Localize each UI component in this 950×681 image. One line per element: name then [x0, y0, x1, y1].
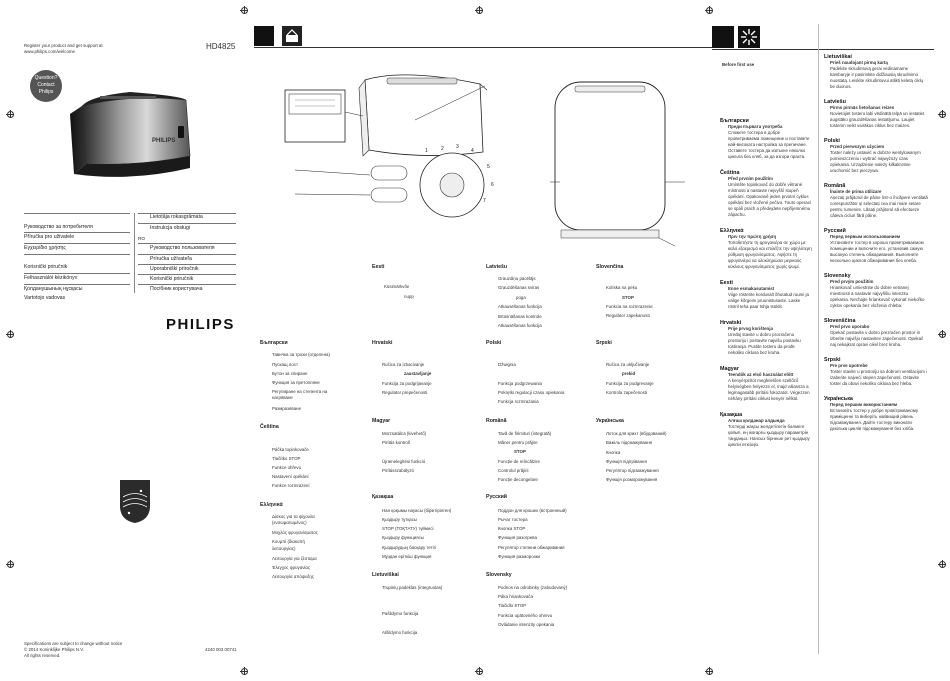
diagram-label: 2: [441, 146, 444, 152]
first-use-text: Uređaj stavite u dobro prozračenu prostoriju i postavite najvišu postavku tostiranja. Pustite tosteru da prođe nekoliko ciklusa bez kruha.: [728, 332, 801, 355]
part-name: Функция разморозки: [498, 554, 540, 559]
first-use-text: Novietojiet tosteru labi vēdinātā telpā un iestatiet augstāko grauzdēšanas iestatījumu. Ļaujiet tosterim veikt vairākus ciklus bez maizes.: [830, 111, 925, 128]
document-code: 4240 003 00741: [205, 647, 237, 652]
manual-language: Vartotojo vadovas: [24, 295, 66, 301]
first-use-heading: Pred prvým použitím: [830, 279, 874, 284]
part-name: Функція розморожування: [606, 477, 658, 482]
part-name: Ovládanie intenzity opekania: [498, 622, 555, 627]
registration-mark: [6, 110, 14, 118]
part-name: STOP: [622, 295, 634, 300]
part-name: Пускащ лост: [272, 362, 299, 367]
part-name: Рычаг тостера: [498, 517, 528, 522]
parts-language: Русский: [486, 494, 507, 500]
badge-line: Contact: [37, 82, 55, 88]
parts-language: Қазақша: [372, 494, 394, 500]
first-use-heading: Před prvním použitím: [728, 176, 773, 181]
parts-language: Български: [260, 340, 288, 346]
part-name: Тавичка за трохи (отделена): [272, 352, 330, 357]
part-name: nupp: [404, 294, 414, 299]
parts-language: Slovensky: [486, 572, 512, 578]
part-name: Важіль підсмажування: [606, 440, 653, 445]
first-use-heading: Πριν την πρώτη χρήση: [728, 234, 777, 239]
parts-language: Slovenčina: [596, 264, 624, 270]
first-use-heading: Перед першим використанням: [830, 402, 898, 407]
part-name: poga: [516, 295, 526, 300]
part-name: Dźwignia: [498, 362, 516, 367]
diagram-label: 3: [456, 144, 459, 150]
first-use-heading: Enne esmakasutamist: [728, 286, 775, 291]
language-heading: Polski: [824, 138, 840, 144]
registration-mark: [240, 6, 248, 14]
part-name: Tlačidlo STOP: [498, 603, 527, 608]
before-first-use-title: Before first use: [722, 62, 755, 67]
first-use-text: Τοποθετήστε τη φρυγανιέρα σε χώρο με καλό εξαερισμό και επιλέξτε την υψηλότερη ρύθμιση φρυγανίσματος. Αφήστε τη φρυγανιέρα να ολοκληρώσει μερικούς κύκλους φρυγανίσματος χωρίς ψωμί.: [728, 240, 812, 269]
language-heading: Latviešu: [824, 99, 846, 105]
manual-language: Посібник користувача: [150, 286, 203, 292]
part-name: Funkcja podgrzewania: [498, 381, 542, 386]
part-name: Ručica za izbacivanje: [382, 362, 425, 367]
manual-language: Příručka pro uživatele: [24, 234, 75, 240]
contact-badge: [30, 70, 62, 102]
section-marker: [712, 26, 734, 48]
part-name: Бутон за спиране: [272, 371, 308, 376]
part-name: Кнопка: [606, 450, 621, 455]
part-name: prekid: [622, 371, 636, 376]
part-name: Funcție de reîncălzire: [498, 459, 540, 464]
part-name: Funkce rozmrazení: [272, 483, 310, 488]
first-use-heading: Înainte de prima utilizare: [830, 189, 882, 194]
part-name: Функція підігрівання: [606, 459, 647, 464]
parts-language: Polski: [486, 340, 502, 346]
first-use-text: Umístěte topinkovač do dobře větrané místnosti a nastavte nejvyšší stupeň opékání. Opakovaně jeden prvotní cyklus opékání bez vložené pečivo. Touto operací se spálí prach a předejdete nepříjemnému zápachu.: [728, 182, 812, 217]
part-name: Regulátor zapekanosti: [606, 313, 650, 318]
part-name: STOP: [514, 449, 526, 454]
spec-line: All rights reserved.: [24, 653, 61, 658]
part-name: Қыздыру тұтқасы: [382, 517, 418, 522]
svg-text:PHILIPS: PHILIPS: [152, 138, 176, 144]
part-name: Funkce ohřevu: [272, 465, 302, 470]
register-line-2: www.philips.com/welcome: [24, 49, 75, 54]
registration-mark: [6, 560, 14, 568]
manual-language: Руководство за потребителя: [24, 224, 93, 230]
part-name: Функция разогрева: [498, 535, 537, 540]
part-name: Tlačítko STOP: [272, 456, 301, 461]
first-use-text: Viige rösterite korduvalt õhutatud ruumi ja valige kõrgeim pruunistusaste. Laske röstril teha paar tühja tsüklit.: [728, 292, 809, 309]
part-name: Pirításszabályzó: [382, 468, 414, 473]
parts-language: Hrvatski: [372, 340, 393, 346]
part-name: Tavă de firimituri (integrată): [498, 431, 552, 436]
part-name: Κουμπί (διακοπή: [272, 539, 305, 544]
part-name: Мұздан еріткіш функция: [382, 554, 432, 559]
registration-mark: [938, 330, 946, 338]
manual-language: Εγχειρίδιο χρήσης: [24, 245, 66, 251]
part-name: Podnos na odrobinky (zabudovaný): [498, 585, 568, 590]
product-diagram: [255, 60, 715, 265]
part-name: Regulator prepečenosti: [382, 390, 428, 395]
manual-language: Korisnički priručnik: [24, 264, 68, 270]
diagram-label: 6: [491, 182, 494, 188]
first-use-heading: Prije prvog korištenja: [728, 326, 773, 331]
first-use-heading: Алғаш қолданар алдында: [728, 418, 785, 423]
badge-line: Philips: [38, 89, 54, 95]
manual-language: Instrukcja obsługi: [150, 225, 191, 231]
part-name: Atkausēšanas funkcija: [498, 304, 542, 309]
first-use-text: Toster należy ustawić w dobrze wentylowanym pomieszczeniu i wybrać najwyższy czas opiekania. Urządzenie należy kilkakrotnie uruchomić bez pieczywa.: [830, 150, 921, 173]
diagram-label: 7: [483, 198, 486, 204]
part-name: Trupinių padėklas (integruotas): [382, 585, 443, 590]
part-name: Έλεγχος φρυγανίας: [272, 565, 311, 570]
first-use-heading: Pre prve upotrebe: [830, 363, 868, 368]
manual-language: Felhasználói kézikönyv: [24, 275, 78, 281]
first-use-heading: Перед первым использованием: [830, 234, 901, 239]
spec-line: Specifications are subject to change without notice: [24, 641, 123, 646]
part-name: Pašildymo funkcija: [382, 611, 419, 616]
first-use-text: Opekač postavite v dobro prezračen prostor in izberite najvišjo nastavitev zapečenosti. Opekač naj nekajkrat opravi cikel brez kruha.: [830, 330, 924, 347]
part-name: Размразяване: [272, 406, 302, 411]
parts-language: Čeština: [260, 424, 279, 430]
diagram-label: 5: [487, 164, 490, 170]
part-name: Küsimärkvõe: [384, 284, 410, 289]
part-name: Регулятор підсмажування: [606, 468, 659, 473]
part-name: Поддон для крошек (встроенный): [498, 508, 567, 513]
part-name: Функция за претопляне: [272, 380, 320, 385]
first-use-heading: Преди първата употреба: [728, 124, 783, 129]
part-name: Қыздырудың басқару тетігі: [382, 545, 437, 550]
part-name: λειτουργίας): [272, 546, 296, 551]
first-use-heading: Prieš naudojant pirmą kartą: [830, 60, 888, 65]
part-name: (ενσωματωμένος): [272, 520, 307, 525]
registration-mark: [475, 667, 483, 675]
toaster-illustration: [60, 86, 200, 186]
language-heading: Čeština: [720, 170, 740, 176]
language-heading: Қазақша: [720, 412, 743, 418]
part-name: Λειτουργία για ζέσταμα: [272, 556, 317, 561]
language-heading: Hrvatski: [720, 320, 742, 326]
manual-language: Korisnički priručnik: [150, 276, 194, 282]
parts-language: Українська: [596, 418, 624, 424]
philips-shield-logo: [118, 478, 152, 524]
parts-language: Eesti: [372, 264, 385, 270]
first-use-text: Așezați prăjitorul de pâine într-o încăpere ventilată corespunzător și selectați cea mai mare setare pentru rumenire. Lăsați prăjitorul să efectueze câteva cicluri fără pâine.: [830, 195, 928, 218]
part-name: Controlul prăjirii: [498, 468, 529, 473]
part-name: Funkcija za podgrijavanje: [382, 381, 432, 386]
parts-language: Srpski: [596, 340, 612, 346]
language-heading: Български: [720, 118, 749, 124]
part-name: Funcție decongelare: [498, 477, 538, 482]
part-name: STOP (ТОҚТАТУ) түймесі: [382, 526, 434, 531]
part-name: Регулиране на степента на: [272, 389, 328, 394]
part-name: Funkcia na rozmrazenie: [606, 304, 653, 309]
first-use-heading: Teendők az első használat előtt: [728, 372, 794, 377]
registration-mark: [6, 330, 14, 338]
manual-language: Lietotāja rokasgrāmata: [150, 214, 203, 220]
part-name: zaustavljanje: [404, 371, 432, 376]
part-name: Funkcja rozmrażania: [498, 399, 539, 404]
diagram-label: 1: [425, 148, 428, 154]
language-heading: Русский: [824, 228, 846, 234]
language-heading: Slovensky: [824, 273, 851, 279]
manual-language: Uporabniški priročnik: [150, 266, 199, 272]
first-use-left: [720, 118, 812, 448]
part-name: Grauzdēšanas sviras: [498, 285, 540, 290]
first-use-text: Установите тостер в хорошо проветриваемом помещении и включите его, установив самую высокую степень обжаривания. Выполните несколько циклов обжаривания без хлеба.: [830, 240, 924, 263]
part-name: Páčka topinkovače: [272, 447, 309, 452]
part-name: Páka hriankovača: [498, 594, 533, 599]
badge-line: Question?: [34, 75, 58, 81]
part-name: Atšildymo funkcija: [382, 630, 418, 635]
first-use-heading: Pirms pirmās lietošanas reizes: [830, 105, 895, 110]
first-use-heading: Pred prvo uporabo: [830, 324, 870, 329]
language-heading: Magyar: [720, 366, 739, 372]
parts-language: Română: [486, 418, 507, 424]
part-name: Kontrola zapečenosti: [606, 390, 648, 395]
manual-language-code: RO: [138, 236, 145, 241]
part-name: Ručica za uključivanje: [606, 362, 650, 367]
philips-wordmark: PHILIPS: [166, 316, 235, 333]
first-use-text: Padėkite skrudintuvą gerai vėdinamame kambaryje ir pasirinkite didžiausią skrudinimo nuostatą. Leiskite skrudintuvui atlikti keletą ciklų be duonos.: [830, 66, 923, 89]
spec-line: © 2014 Koninklijke Philips N.V.: [24, 647, 84, 652]
parts-language: Ελληνικά: [260, 502, 283, 508]
registration-mark: [938, 560, 946, 568]
part-name: Кнопка STOP: [498, 526, 526, 531]
first-use-right: [824, 54, 928, 432]
language-heading: Română: [824, 183, 846, 189]
manual-language: Príručka užívateľa: [150, 256, 192, 262]
part-name: Morzsatálca (kivehető): [382, 431, 427, 436]
part-name: Brūnināšanas kontrole: [498, 314, 542, 319]
sparkle-icon: [738, 26, 760, 48]
registration-mark: [240, 667, 248, 675]
first-use-text: Toster stavite u prostoriju sa dobrom ventilacijom i izaberite najveći stepen zapečenosti. Ostavite toster da obavi nekoliko ciklusa bez hleba.: [830, 369, 928, 386]
model-number: HD4825: [206, 42, 236, 51]
part-name: Нан қоқымы науасы (бірiктiрiлген): [382, 508, 452, 513]
part-name: Λειτουργία απόψυξης: [272, 574, 314, 579]
parts-language: Lietuviškai: [372, 572, 399, 578]
part-name: Δίσκος για τα ψίχουλα: [272, 514, 315, 519]
part-name: Қыздыру функциясы: [382, 535, 424, 540]
language-heading: Srpski: [824, 357, 841, 363]
language-heading: Eesti: [720, 280, 733, 286]
language-heading: Lietuviškai: [824, 54, 852, 60]
part-name: Grauzdiņu pacēlājs: [498, 276, 536, 281]
first-use-text: Тостерді жақсы желдетілетін бөлмеге қойып, ең жоғарғы қыздыру параметрін таңдаңыз. Нансыз бірнеше рет қыздыру циклін өткізіңіз.: [728, 424, 810, 447]
part-name: Mâner pentru prăjire: [498, 440, 538, 445]
first-use-text: Сложете тостера в добре проветриваема помещение и поставете най-високата настройка за препичане. Оставете тостера да изпъкне няколко цикъла без хляб, за да изгори прахта.: [728, 130, 810, 159]
part-name: Nastavení opékání: [272, 474, 309, 479]
language-heading: Ελληνικά: [720, 228, 744, 234]
part-name: Funkcia opätovného ohrevu: [498, 613, 553, 618]
part-name: Регулятор степени обжаривания: [498, 545, 565, 550]
registration-mark: [705, 667, 713, 675]
parts-language: Latviešu: [486, 264, 508, 270]
first-use-text: A kenyérpirítót megfelelően szellőző helyiségben helyezze el, majd válassza a legmagasabb pirítási fokozatot. Végezzen néhány pirítási ciklust kenyér nélkül.: [728, 378, 810, 401]
registration-mark: [475, 6, 483, 14]
unpack-icon: [282, 26, 302, 46]
register-line-1: Register your product and get support at: [24, 43, 103, 48]
first-use-text: Встановіть тостер у добре провітрюваному приміщенні та виберіть найвищий рівень підсмажування. Дайте тостеру виконати декілька циклів підсмажування без хліба.: [830, 408, 919, 431]
manual-language: Руководство пользователя: [150, 245, 215, 251]
section-marker: [254, 26, 274, 46]
part-name: Atkausēšanas funkcija: [498, 323, 542, 328]
part-name: Újramelegítési funkció: [382, 459, 426, 464]
first-use-text: Hriankovač umiestnite do dobre vetranej miestnosti a nastavte najvyššiu intenzitu opekania. Nechajte hriankovač vykonať niekoľko cyklov opekania bez vloženia chleba.: [830, 285, 925, 308]
part-name: Kolíska na peku: [606, 285, 638, 290]
registration-mark: [705, 6, 713, 14]
first-use-heading: Przed pierwszym użyciem: [830, 144, 885, 149]
registration-mark: [938, 110, 946, 118]
language-heading: Українська: [824, 396, 853, 402]
part-name: Funkcija za podgrevanje: [606, 381, 654, 386]
part-name: Μοχλός φρυγανίσματος: [272, 530, 318, 535]
diagram-label: 4: [471, 148, 474, 154]
manual-language: Қолданушының нұсқасы: [24, 286, 83, 292]
parts-language: Magyar: [372, 418, 391, 424]
part-name: Pokrętło regulacji czasu opiekania: [498, 390, 565, 395]
part-name: нагряване: [272, 395, 293, 400]
part-name: Pirítás kontroll: [382, 440, 410, 445]
language-heading: Slovenščina: [824, 318, 856, 324]
part-name: Лоток для крихт (вбудований): [606, 431, 667, 436]
